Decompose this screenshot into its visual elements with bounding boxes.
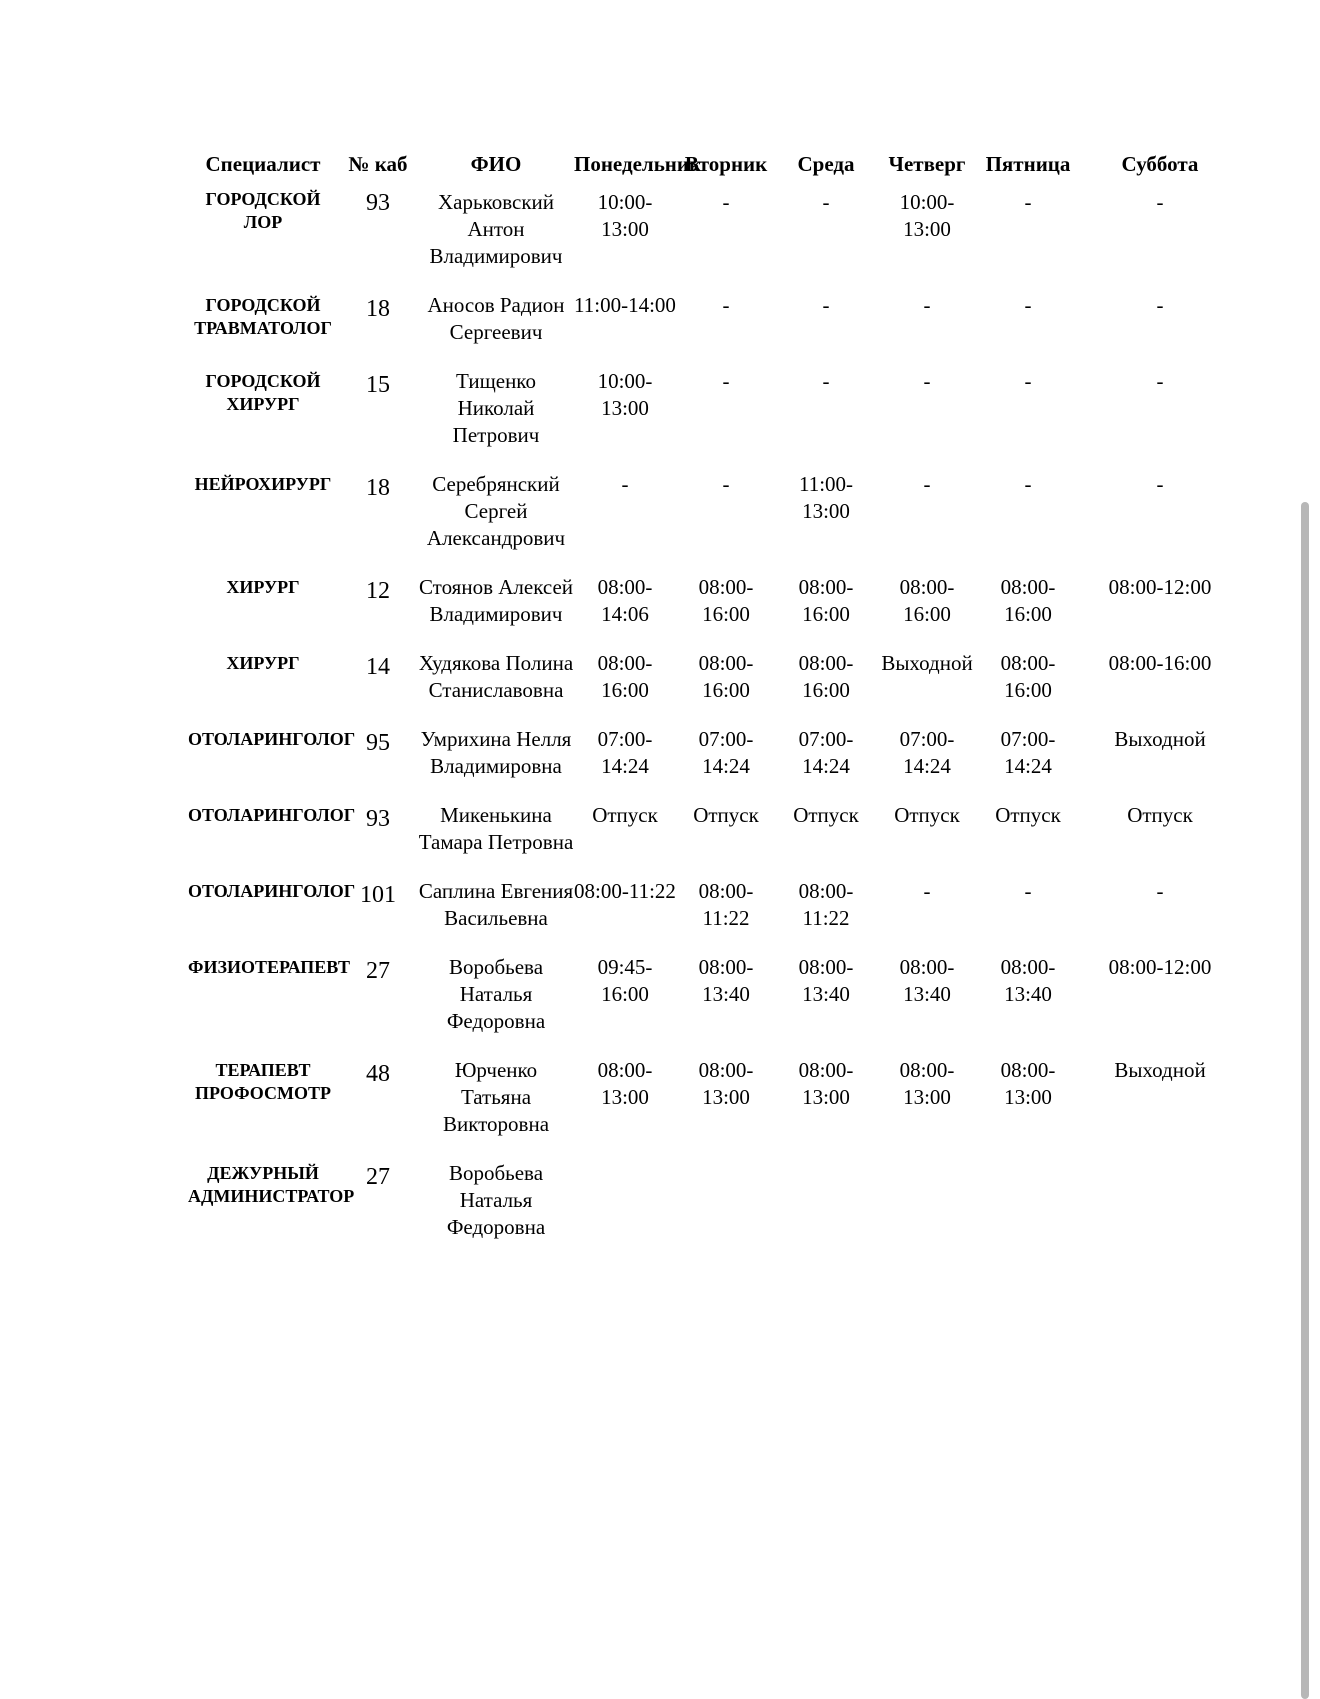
table-row bbox=[188, 186, 1242, 292]
room-cell: 27 bbox=[366, 1164, 390, 1190]
friday-cell: - bbox=[1024, 472, 1032, 496]
tuesday-cell: 08:00-13:40 bbox=[698, 955, 754, 1006]
name-cell: Микенькина Тамара Петровна bbox=[418, 803, 574, 854]
tuesday-cell bbox=[676, 1160, 776, 1263]
thursday-cell: 08:00-16:00 bbox=[899, 575, 955, 626]
tuesday-cell: - bbox=[722, 369, 730, 393]
thursday-cell: 10:00-13:00 bbox=[899, 190, 955, 241]
room-cell: 27 bbox=[366, 958, 390, 984]
specialist-cell: ОТОЛАРИНГОЛОГ bbox=[188, 729, 356, 749]
wednesday-cell: - bbox=[822, 293, 830, 317]
monday-cell: 10:00-13:00 bbox=[597, 369, 653, 420]
header-thursday: Четверг bbox=[888, 152, 966, 176]
monday-cell: 08:00-13:00 bbox=[597, 1058, 653, 1109]
name-cell: Стоянов Алексей Владимирович bbox=[418, 575, 574, 626]
header-row bbox=[188, 142, 1242, 186]
table-row bbox=[188, 368, 1242, 471]
room-cell: 95 bbox=[366, 730, 390, 756]
header-tuesday: Вторник bbox=[684, 152, 768, 176]
monday-cell: 11:00-14:00 bbox=[574, 293, 676, 317]
saturday-cell: 08:00-12:00 bbox=[1108, 955, 1212, 979]
thursday-cell: 08:00-13:00 bbox=[899, 1058, 955, 1109]
room-cell: 101 bbox=[360, 882, 396, 908]
thursday-cell: - bbox=[923, 472, 931, 496]
saturday-cell: 08:00-16:00 bbox=[1108, 651, 1212, 675]
wednesday-cell: 08:00-16:00 bbox=[798, 651, 854, 702]
name-cell: Юрченко Татьяна Викторовна bbox=[442, 1058, 550, 1136]
thursday-cell: Выходной bbox=[881, 651, 973, 675]
name-cell: Воробьева Наталья Федоровна bbox=[446, 1161, 546, 1239]
room-cell: 93 bbox=[366, 190, 390, 216]
header-saturday: Суббота bbox=[1121, 152, 1199, 176]
name-cell: Воробьева Наталья Федоровна bbox=[446, 955, 546, 1033]
table-row bbox=[188, 574, 1242, 650]
specialist-cell: ОТОЛАРИНГОЛОГ bbox=[188, 805, 356, 825]
tuesday-cell: - bbox=[722, 472, 730, 496]
tuesday-cell: 07:00-14:24 bbox=[698, 727, 754, 778]
table-row bbox=[188, 650, 1242, 726]
thursday-cell: - bbox=[923, 879, 931, 903]
wednesday-cell: - bbox=[822, 369, 830, 393]
wednesday-cell: 07:00-14:24 bbox=[798, 727, 854, 778]
saturday-cell: 08:00-12:00 bbox=[1108, 575, 1212, 599]
wednesday-cell: Отпуск bbox=[793, 803, 859, 827]
header-monday: Понедельник bbox=[574, 152, 702, 176]
thursday-cell: - bbox=[923, 293, 931, 317]
wednesday-cell: 11:00-13:00 bbox=[798, 472, 854, 523]
friday-cell: - bbox=[1024, 190, 1032, 214]
name-cell: Аносов Радион Сергеевич bbox=[427, 293, 565, 344]
table-row bbox=[188, 1057, 1242, 1160]
room-cell: 12 bbox=[366, 578, 390, 604]
monday-cell: Отпуск bbox=[592, 803, 658, 827]
wednesday-cell: - bbox=[822, 190, 830, 214]
schedule-table bbox=[188, 142, 1242, 1263]
friday-cell: 08:00-16:00 bbox=[1000, 651, 1056, 702]
monday-cell: - bbox=[621, 472, 629, 496]
saturday-cell: Выходной bbox=[1114, 727, 1206, 751]
specialist-cell: ГОРОДСКОЙ ХИРУРГ bbox=[205, 371, 321, 414]
name-cell: Серебрянский Сергей Александрович bbox=[426, 472, 566, 550]
saturday-cell: - bbox=[1156, 879, 1164, 903]
tuesday-cell: Отпуск bbox=[693, 803, 759, 827]
table-row bbox=[188, 802, 1242, 878]
specialist-cell: НЕЙРОХИРУРГ bbox=[194, 474, 332, 494]
saturday-cell: - bbox=[1156, 369, 1164, 393]
room-cell: 18 bbox=[366, 296, 390, 322]
monday-cell: 08:00-14:06 bbox=[597, 575, 653, 626]
monday-cell: 08:00-16:00 bbox=[597, 651, 653, 702]
saturday-cell: - bbox=[1156, 293, 1164, 317]
friday-cell: 07:00-14:24 bbox=[1000, 727, 1056, 778]
header-room-number: № каб bbox=[348, 152, 408, 176]
name-cell: Худякова Полина Станиславовна bbox=[418, 651, 574, 702]
header-specialist: Специалист bbox=[205, 152, 321, 176]
table-row bbox=[188, 954, 1242, 1057]
friday-cell: - bbox=[1024, 879, 1032, 903]
room-cell: 48 bbox=[366, 1061, 390, 1087]
tuesday-cell: - bbox=[722, 293, 730, 317]
thursday-cell: - bbox=[923, 369, 931, 393]
room-cell: 18 bbox=[366, 475, 390, 501]
tuesday-cell: 08:00-11:22 bbox=[698, 879, 754, 930]
tuesday-cell: 08:00-13:00 bbox=[698, 1058, 754, 1109]
wednesday-cell: 08:00-16:00 bbox=[798, 575, 854, 626]
tuesday-cell: 08:00-16:00 bbox=[698, 575, 754, 626]
tuesday-cell: - bbox=[722, 190, 730, 214]
tuesday-cell: 08:00-16:00 bbox=[698, 651, 754, 702]
name-cell: Тищенко Николай Петрович bbox=[452, 369, 540, 447]
name-cell: Умрихина Нелля Владимировна bbox=[420, 727, 572, 778]
saturday-cell: Выходной bbox=[1114, 1058, 1206, 1082]
monday-cell: 10:00-13:00 bbox=[597, 190, 653, 241]
table-row bbox=[188, 1160, 1242, 1263]
saturday-cell: - bbox=[1156, 190, 1164, 214]
monday-cell: 08:00-11:22 bbox=[574, 879, 676, 903]
thursday-cell: Отпуск bbox=[894, 803, 960, 827]
monday-cell: 09:45-16:00 bbox=[597, 955, 653, 1006]
specialist-cell: ФИЗИОТЕРАПЕВТ bbox=[188, 957, 350, 977]
table-row bbox=[188, 471, 1242, 574]
wednesday-cell: 08:00-13:00 bbox=[798, 1058, 854, 1109]
friday-cell: - bbox=[1024, 293, 1032, 317]
name-cell: Саплина Евгения Васильевна bbox=[418, 879, 574, 930]
friday-cell: 08:00-16:00 bbox=[1000, 575, 1056, 626]
wednesday-cell: 08:00-13:40 bbox=[798, 955, 854, 1006]
friday-cell: Отпуск bbox=[995, 803, 1061, 827]
header-wednesday: Среда bbox=[797, 152, 855, 176]
thursday-cell bbox=[876, 1160, 978, 1263]
monday-cell bbox=[574, 1160, 676, 1263]
room-cell: 93 bbox=[366, 806, 390, 832]
specialist-cell: ОТОЛАРИНГОЛОГ bbox=[188, 881, 356, 901]
wednesday-cell bbox=[776, 1160, 876, 1263]
room-cell: 14 bbox=[366, 654, 390, 680]
thursday-cell: 07:00-14:24 bbox=[899, 727, 955, 778]
vertical-scrollbar[interactable] bbox=[1301, 502, 1309, 1699]
specialist-cell: ГОРОДСКОЙ ТРАВМАТОЛОГ bbox=[194, 295, 332, 338]
wednesday-cell: 08:00-11:22 bbox=[798, 879, 854, 930]
specialist-cell: ХИРУРГ bbox=[226, 653, 300, 673]
table-row bbox=[188, 726, 1242, 802]
room-cell: 15 bbox=[366, 372, 390, 398]
specialist-cell: ДЕЖУРНЫЙ АДМИНИСТРАТОР bbox=[188, 1163, 355, 1206]
friday-cell: 08:00-13:40 bbox=[1000, 955, 1056, 1006]
header-friday: Пятница bbox=[985, 152, 1071, 176]
friday-cell: 08:00-13:00 bbox=[1000, 1058, 1056, 1109]
name-cell: Харьковский Антон Владимирович bbox=[429, 190, 563, 268]
table-row bbox=[188, 878, 1242, 954]
saturday-cell bbox=[1078, 1160, 1242, 1263]
specialist-cell: ХИРУРГ bbox=[226, 577, 300, 597]
specialist-cell: ГОРОДСКОЙ ЛОР bbox=[205, 189, 321, 232]
table-row bbox=[188, 292, 1242, 368]
thursday-cell: 08:00-13:40 bbox=[899, 955, 955, 1006]
saturday-cell: Отпуск bbox=[1127, 803, 1193, 827]
header-full-name: ФИО bbox=[470, 152, 522, 176]
monday-cell: 07:00-14:24 bbox=[597, 727, 653, 778]
friday-cell bbox=[978, 1160, 1078, 1263]
friday-cell: - bbox=[1024, 369, 1032, 393]
saturday-cell: - bbox=[1156, 472, 1164, 496]
specialist-cell: ТЕРАПЕВТ ПРОФОСМОТР bbox=[194, 1060, 331, 1103]
